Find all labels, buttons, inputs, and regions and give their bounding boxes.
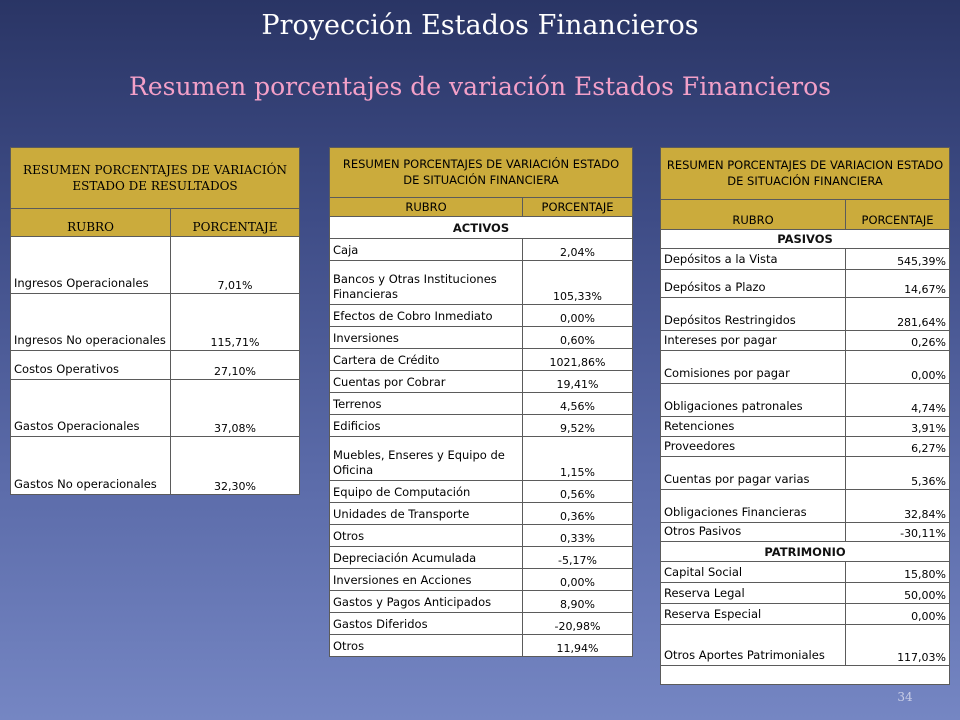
table-row <box>11 380 300 437</box>
table-row <box>661 270 950 298</box>
rubro-cell: Cartera de Crédito <box>330 349 523 371</box>
rubro-cell: Terrenos <box>330 393 523 415</box>
percentage-cell: 115,71% <box>171 294 300 351</box>
table-row <box>11 437 300 495</box>
percentage-cell: 7,01% <box>171 237 300 294</box>
table-row <box>330 261 633 305</box>
rubro-cell: Ingresos Operacionales <box>11 237 171 294</box>
table-row <box>330 503 633 525</box>
rubro-cell: Ingresos No operacionales <box>11 294 171 351</box>
rubro-cell: Gastos Operacionales <box>11 380 171 437</box>
table-row <box>661 457 950 490</box>
percentage-cell: 2,04% <box>523 239 633 261</box>
rubro-cell: Capital Social <box>661 562 846 583</box>
percentage-cell: 37,08% <box>171 380 300 437</box>
rubro-cell: Intereses por pagar <box>661 331 846 351</box>
table-row <box>330 525 633 547</box>
table-row <box>330 239 633 261</box>
table-row <box>11 351 300 380</box>
table-row <box>330 415 633 437</box>
table-row <box>661 249 950 270</box>
page-number: 34 <box>897 690 913 704</box>
column-header-porcentaje: PORCENTAJE <box>523 198 633 217</box>
percentage-cell: 11,94% <box>523 635 633 657</box>
table-row <box>661 604 950 625</box>
table-row <box>330 613 633 635</box>
percentage-cell: -20,98% <box>523 613 633 635</box>
table-row <box>661 331 950 351</box>
page-title: Proyección Estados Financieros <box>261 10 699 41</box>
rubro-cell: Comisiones por pagar <box>661 351 846 384</box>
rubro-cell: Edificios <box>330 415 523 437</box>
column-header-rubro: RUBRO <box>661 200 846 230</box>
section-header-patrimonio: PATRIMONIO <box>661 542 950 562</box>
table-title: RESUMEN PORCENTAJES DE VARIACIÓN ESTADO DE RESULTADOS <box>11 148 300 209</box>
percentage-cell: 32,30% <box>171 437 300 495</box>
percentage-cell: 5,36% <box>846 457 950 490</box>
column-header-rubro: RUBRO <box>330 198 523 217</box>
rubro-cell: Unidades de Transporte <box>330 503 523 525</box>
percentage-cell: 3,91% <box>846 417 950 437</box>
percentage-cell: 8,90% <box>523 591 633 613</box>
percentage-cell: 0,33% <box>523 525 633 547</box>
percentage-cell: 14,67% <box>846 270 950 298</box>
table-row <box>330 305 633 327</box>
rubro-cell: Otros Pasivos <box>661 523 846 542</box>
percentage-cell: 0,00% <box>523 569 633 591</box>
column-header-rubro: RUBRO <box>11 209 171 237</box>
percentage-cell: 0,60% <box>523 327 633 349</box>
rubro-cell: Costos Operativos <box>11 351 171 380</box>
rubro-cell: Obligaciones Financieras <box>661 490 846 523</box>
percentage-cell: 50,00% <box>846 583 950 604</box>
table-row <box>330 437 633 481</box>
rubro-cell: Gastos Diferidos <box>330 613 523 635</box>
table-row <box>330 349 633 371</box>
table-row <box>330 327 633 349</box>
rubro-cell: Cuentas por Cobrar <box>330 371 523 393</box>
percentage-cell: 0,00% <box>846 604 950 625</box>
table-title: RESUMEN PORCENTAJES DE VARIACIÓN ESTADO DE SITUACIÓN FINANCIERA <box>330 148 633 198</box>
percentage-cell: 1021,86% <box>523 349 633 371</box>
table-row <box>661 625 950 666</box>
rubro-cell: Caja <box>330 239 523 261</box>
rubro-cell: Otros Aportes Patrimoniales <box>661 625 846 666</box>
percentage-cell: 281,64% <box>846 298 950 331</box>
percentage-cell: 117,03% <box>846 625 950 666</box>
percentage-cell: -30,11% <box>846 523 950 542</box>
rubro-cell: Retenciones <box>661 417 846 437</box>
table-row <box>11 237 300 294</box>
table-row <box>661 490 950 523</box>
percentage-cell: 6,27% <box>846 437 950 457</box>
table-pasivos-patrimonio <box>660 147 950 685</box>
table-title: RESUMEN PORCENTAJES DE VARIACION ESTADO DE SITUACIÓN FINANCIERA <box>661 148 950 200</box>
table-row <box>661 583 950 604</box>
column-header-porcentaje: PORCENTAJE <box>171 209 300 237</box>
page-subtitle: Resumen porcentajes de variación Estados Financieros <box>129 72 831 101</box>
percentage-cell: 32,84% <box>846 490 950 523</box>
rubro-cell: Depósitos a la Vista <box>661 249 846 270</box>
rubro-cell: Bancos y Otras Instituciones Financieras <box>330 261 523 305</box>
percentage-cell: 545,39% <box>846 249 950 270</box>
percentage-cell: 4,56% <box>523 393 633 415</box>
rubro-cell: Otros <box>330 635 523 657</box>
percentage-cell: 0,00% <box>523 305 633 327</box>
section-header-pasivos: PASIVOS <box>661 230 950 249</box>
column-header-porcentaje: PORCENTAJE <box>846 200 950 230</box>
percentage-cell: 27,10% <box>171 351 300 380</box>
rubro-cell: Muebles, Enseres y Equipo de Oficina <box>330 437 523 481</box>
percentage-cell: 9,52% <box>523 415 633 437</box>
table-estado-resultados <box>10 147 300 495</box>
percentage-cell: -5,17% <box>523 547 633 569</box>
percentage-cell: 4,74% <box>846 384 950 417</box>
table-row <box>661 562 950 583</box>
percentage-cell: 105,33% <box>523 261 633 305</box>
table-row <box>330 547 633 569</box>
table-activos <box>329 147 633 657</box>
rubro-cell: Gastos y Pagos Anticipados <box>330 591 523 613</box>
table-row <box>661 523 950 542</box>
table-row <box>330 569 633 591</box>
table-row <box>330 371 633 393</box>
table-row <box>330 635 633 657</box>
rubro-cell: Inversiones en Acciones <box>330 569 523 591</box>
blank-row <box>661 666 950 685</box>
rubro-cell: Reserva Especial <box>661 604 846 625</box>
rubro-cell: Depreciación Acumulada <box>330 547 523 569</box>
rubro-cell: Proveedores <box>661 437 846 457</box>
section-header-activos: ACTIVOS <box>330 217 633 239</box>
rubro-cell: Depósitos Restringidos <box>661 298 846 331</box>
rubro-cell: Gastos No operacionales <box>11 437 171 495</box>
blank-cell <box>661 666 950 685</box>
percentage-cell: 1,15% <box>523 437 633 481</box>
percentage-cell: 0,36% <box>523 503 633 525</box>
rubro-cell: Obligaciones patronales <box>661 384 846 417</box>
table-row <box>661 437 950 457</box>
table-row <box>661 351 950 384</box>
rubro-cell: Inversiones <box>330 327 523 349</box>
table-row <box>11 294 300 351</box>
percentage-cell: 19,41% <box>523 371 633 393</box>
percentage-cell: 0,00% <box>846 351 950 384</box>
rubro-cell: Depósitos a Plazo <box>661 270 846 298</box>
table-row <box>330 591 633 613</box>
table-row <box>661 384 950 417</box>
table-row <box>330 481 633 503</box>
rubro-cell: Equipo de Computación <box>330 481 523 503</box>
rubro-cell: Efectos de Cobro Inmediato <box>330 305 523 327</box>
table-row <box>661 417 950 437</box>
percentage-cell: 0,26% <box>846 331 950 351</box>
rubro-cell: Otros <box>330 525 523 547</box>
percentage-cell: 15,80% <box>846 562 950 583</box>
rubro-cell: Reserva Legal <box>661 583 846 604</box>
table-row <box>661 298 950 331</box>
percentage-cell: 0,56% <box>523 481 633 503</box>
table-row <box>330 393 633 415</box>
rubro-cell: Cuentas por pagar varias <box>661 457 846 490</box>
